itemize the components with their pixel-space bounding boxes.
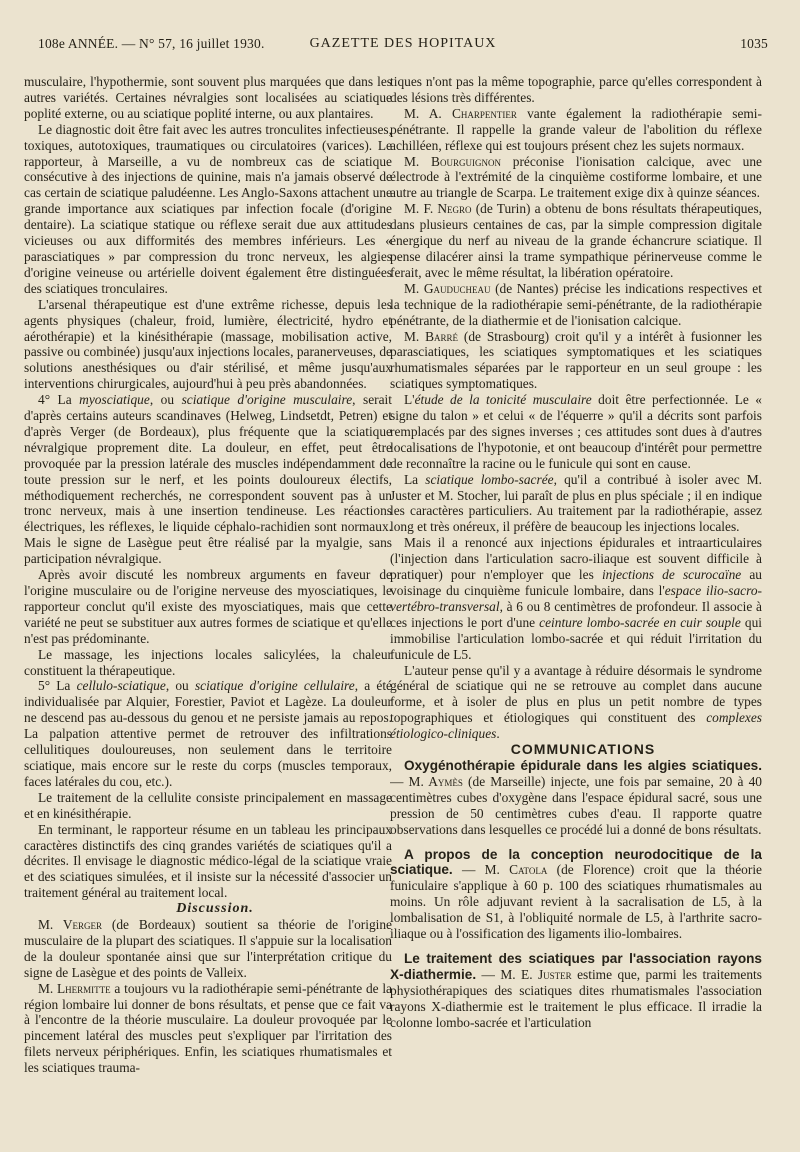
speaker-name: M. Lhermitte (38, 980, 111, 996)
text-run: (de Bordeaux) soutient sa théorie de l'origine musculaire de la plupart des sciatiques. Il s'appuie sur la localisation de la douleur spontanée ainsi que sur l'interprétation critique du signe de Lasègue et des points de Valleix. (24, 917, 392, 980)
paragraph (390, 329, 762, 393)
italic-term: espace ilio-sacro-vertébro-transversal (390, 583, 762, 614)
text-run: , ou (149, 392, 182, 408)
speaker-name: M. F. Negro (404, 201, 472, 217)
text-run: vante également la radiothérapie semi-pénétrante. Il rappelle la grande valeur de l'abolition du réflexe achilléen, réflexe qui est toujours présent chez les sujets normaux. (390, 105, 762, 153)
speaker-name: M. E. Juster (500, 966, 572, 982)
paragraph: musculaire, l'hypothermie, sont souvent plus marquées que dans les autres variétés. Certaines névralgies sont localisées au sciatique poplité externe, ou au sciatique poplité interne, ou aux plantaires. (24, 74, 392, 121)
text-run: (de Florence) croit que la théorie funiculaire s'applique à 60 p. 100 des sciatiques rhumatismales au moins. Un rôle adjuvant revient à la sacralisation de L5, à la lombalisation de S1, à l'obliquité normale de L5, à l'arthrite sacro-iliaque ou à l'ossification des ligaments ilio-lombaires. (390, 862, 762, 942)
text-run: — (452, 862, 485, 878)
paragraph: Le massage, les injections locales salicylées, la chaleur constituent la thérapeutique. (24, 646, 392, 678)
paragraph (24, 678, 392, 789)
speaker-name: M. Catola (484, 862, 548, 878)
text-run: a toujours vu la radiothérapie semi-pénétrante de la région lombaire lui donner de bons résultats, et pense que ce fait va à l'encontre de la théorie musculaire. La douleur provoquée par le pincement latéral des muscles peut s'expliquer par l'irritation des filets nerveux périphériques. Enfin, les sciatiques rhumatismales et les sciatiques trauma- (24, 980, 392, 1076)
italic-term: étude de la tonicité musculaire (414, 392, 592, 408)
paragraph: En terminant, le rapporteur résume en un tableau les principaux caractères distinctifs des cinq grandes variétés de sciatiques qu'il a décrites. Il envisage le diagnostic médico-légal de la sciatique vraie et des sciatiques simulées, et il insiste sur la nécessité d'associer un traitement général au traitement local. (24, 821, 392, 901)
paragraph: Le diagnostic doit être fait avec les autres tronculites infectieuses, toxiques, autotoxiques, traumatiques ou circulatoires (varices). Le rapporteur, à Marseille, a vu de nombreux cas de sciatique consécutive à des injections de quinine, mais n'a jamais observé de cas certain de sciatique paludéenne. Les Anglo-Saxons attachent une grande importance aux sciatiques par infection focale (d'origine dentaire). La sciatique statique ou réflexe serait due aux attitudes vicieuses ou aux difformités des membres inférieurs. Les « parasciatiques » par compression du tronc nerveux, les algies d'origine veineuse ou artérielle doivent également être distinguées des sciatiques tronculaires. (24, 121, 392, 296)
italic-term: sciatique lombo-sacrée (425, 471, 554, 487)
text-run: , à 6 ou 8 centimètres de profondeur. Il associe à ces injections le port d'une (390, 598, 762, 630)
paragraph: Après avoir discuté les nombreux arguments en faveur de l'origine musculaire ou de l'origine nerveuse des myosciatiques, le rapporteur conclut qu'il existe des myosciatiques, mais que cette variété ne peut se substituer aux autres formes de sciatique et qu'elle n'est pas prédominante. (24, 567, 392, 646)
italic-term: cellulo-sciatique (76, 678, 166, 694)
paragraph (390, 472, 762, 536)
text-run: . (496, 726, 500, 742)
paragraph (390, 201, 762, 281)
text-run: Mais il a renoncé aux injections épidurales et intraarticulaires (l'injection dans l'articulation sacro-iliaque est souvent difficile à pratiquer) pour n'employer que les (390, 535, 762, 583)
text-run: — (476, 966, 501, 982)
text-run: doit être perfectionnée. Le « signe du talon » et celui « de l'équerre » qu'il a décrits sont parfois remplacés par des signes inverses ; ces attitudes sont dues à d'autres localisations de l'hypotonie, et ont beaucoup d'intérêt pour permettre de reconnaître la racine ou le funicule qui sont en cause. (390, 392, 762, 471)
left-column (24, 74, 392, 1144)
text-run: La (404, 471, 426, 487)
italic-term: sciatique d'origine cellulaire (194, 678, 355, 694)
text-run: , ou (165, 678, 195, 694)
issue-info: 108e ANNÉE. — N° 57, 16 juillet 1930. (38, 36, 265, 51)
text-run: (de Marseille) injecte, une fois par semaine, 20 à 40 centimètres cubes d'oxygène dans l'espace épidural sacré, sous une pression de 50 centimètres cubes d'eau. Il rapporte quatre observations dans lesquelles ce procédé lui a donné de bons résultats. (390, 773, 762, 837)
paragraph: Le traitement de la cellulite consiste principalement en massage et en kinésithérapie. (24, 789, 392, 821)
text-run: , serait d'après certains auteurs scandinaves (Helweg, Lindsetdt, Petren) et d'après Verger (de Bordeaux), plus fréquente que la sciatique névralgique proprement dite. La douleur, en effet, peut être provoquée par la pression latérale des muscles indépendamment de toute pression sur le nerf, et les points douloureux électifs, méthodiquement recherchés, ne correspondent souvent pas à un tronc nerveux, mais à une insertion tendineuse. Les réactions électriques, les réflexes, le liquide céphalo-rachidien sont normaux. Mais le signe de Lasègue peut être réalisé par la myalgie, sans participation névralgique. (24, 392, 392, 567)
paragraph: L'arsenal thérapeutique est d'une extrême richesse, depuis les agents physiques (chaleur, froid, lumière, électricité, hydro et aérothérapie) et la kinésithérapie (massage, mobilisation active, passive ou combinée) jusqu'aux injections locales, paranerveuses, de solutions anesthésiques ou d'air stérilisé, et même jusqu'aux interventions chirurgicales, aujourd'hui à peu près abandonnées. (24, 296, 392, 392)
speaker-name: M. A. Charpentier (404, 105, 517, 121)
communication-item (390, 758, 762, 838)
text-run: (de Nantes) précise les indications respectives et la technique de la radiothérapie semi-pénétrante, de la radiothérapie pénétrante, de la diathermie et de l'ionisation calcique. (390, 280, 762, 328)
page-number: 1035 (740, 36, 768, 51)
text-run: (de Turin) a obtenu de bons résultats thérapeutiques, dans plusieurs centaines de cas, par la simple compression digitale énergique du nerf au niveau de la grande échancrure sciatique. Il pense dilacérer ainsi la trame sympathique périnerveuse comme le ferait, avec le même résultat, la libération opératoire. (390, 201, 762, 280)
text-run: estime que, parmi les traitements physiothérapiques des sciatiques dites rhumatismales l'association rayons X-diathermie est le traitement le plus efficace. Il irradie la colonne lombo-sacrée et l'articulation (390, 966, 762, 1030)
italic-term: complexes étiologico-cliniques (390, 710, 762, 742)
speaker-name: M. Aymès (408, 773, 463, 789)
paragraph (390, 392, 762, 472)
speaker-name: M. Barré (404, 328, 459, 344)
communication-title: A propos de la conception neurodocitique de la sciatique. (390, 846, 762, 878)
right-column (390, 74, 762, 1144)
paragraph (390, 535, 762, 662)
paragraph (390, 106, 762, 154)
text-run: 5° La (38, 678, 77, 694)
paragraph: tiques n'ont pas la même topographie, parce qu'elles correspondent à des lésions très différentes. (390, 74, 762, 105)
text-run: préconise l'ionisation calcique, avec une électrode à l'extrémité de la cinquième costiforme lombaire, et une autre au triangle de Scarpa. Le traitement exige dix à quinze séances. (390, 153, 762, 201)
text-run: (de Strasbourg) croit qu'il y a intérêt à fusionner les parasciatiques, les sciatiques symptomatiques et les sciatiques rhumatismales séparées par le rapporteur en un seul groupe : les sciatiques symptomatiques. (390, 328, 762, 392)
text-run: , qu'il a contribué à isoler avec M. Juster et M. Stocher, lui paraît de plus en plus spéciale ; il en indique les caractères particuliers. Au traitement par la radiothérapie, assez long et très onéreux, il préfère de beaucoup les injections locales. (390, 471, 762, 535)
paragraph (390, 154, 762, 202)
text-run: — (390, 773, 409, 789)
text-run: 4° La (38, 392, 80, 408)
communication-title: Oxygénothérapie épidurale dans les algies sciatiques. (404, 757, 762, 773)
text-run: L'auteur pense qu'il y a avantage à réduire désormais le syndrome général de sciatique qui ne se retrouve au complet dans aucune forme, et à isoler de plus en plus un petit nombre de types topographiques et étiologiques qui constituent des (390, 662, 762, 726)
communications-heading: COMMUNICATIONS (510, 741, 656, 758)
discussion-heading: Discussion. (176, 901, 254, 917)
communication-item (390, 847, 762, 942)
text-run: qui immobilise l'articulation lombo-sacrée et qui réduit l'irritation du funicule de L5. (390, 614, 762, 662)
speaker-name: M. Gauducheau (404, 280, 491, 296)
speaker-name: M. Bourguignon (404, 153, 501, 169)
text-run: , a été individualisée par Alquier, Forestier, Paviot et Lagèze. La douleur ne descend pas au-dessous du genou et ne persiste jamais au repos. La palpation attentive permet de retrouver des infiltrations cellulitiques douloureuses, non seulement dans le territoire sciatique, mais encore sur le reste du corps (muscles temporaux, faces latérales du cou, etc.). (24, 678, 392, 789)
italic-term: sciatique d'origine musculaire (181, 392, 353, 408)
italic-term: injections de scurocaïne (601, 567, 742, 583)
italic-term: myosciatique (79, 392, 150, 408)
paragraph (24, 917, 392, 981)
text-run: au voisinage du cinquième funicule lombaire, dans l' (390, 567, 762, 598)
communication-item (390, 951, 762, 1031)
paragraph (24, 981, 392, 1076)
italic-term: ceinture lombo-sacrée en cuir souple (539, 614, 741, 630)
journal-title: GAZETTE DES HOPITAUX (309, 36, 497, 51)
text-run: L' (404, 392, 415, 408)
page-header (38, 33, 768, 55)
paragraph (390, 663, 762, 743)
paragraph (24, 392, 392, 567)
speaker-name: M. Verger (38, 917, 103, 933)
communication-title: Le traitement des sciatiques par l'association rayons X-diathermie. (390, 950, 762, 982)
paragraph (390, 281, 762, 329)
